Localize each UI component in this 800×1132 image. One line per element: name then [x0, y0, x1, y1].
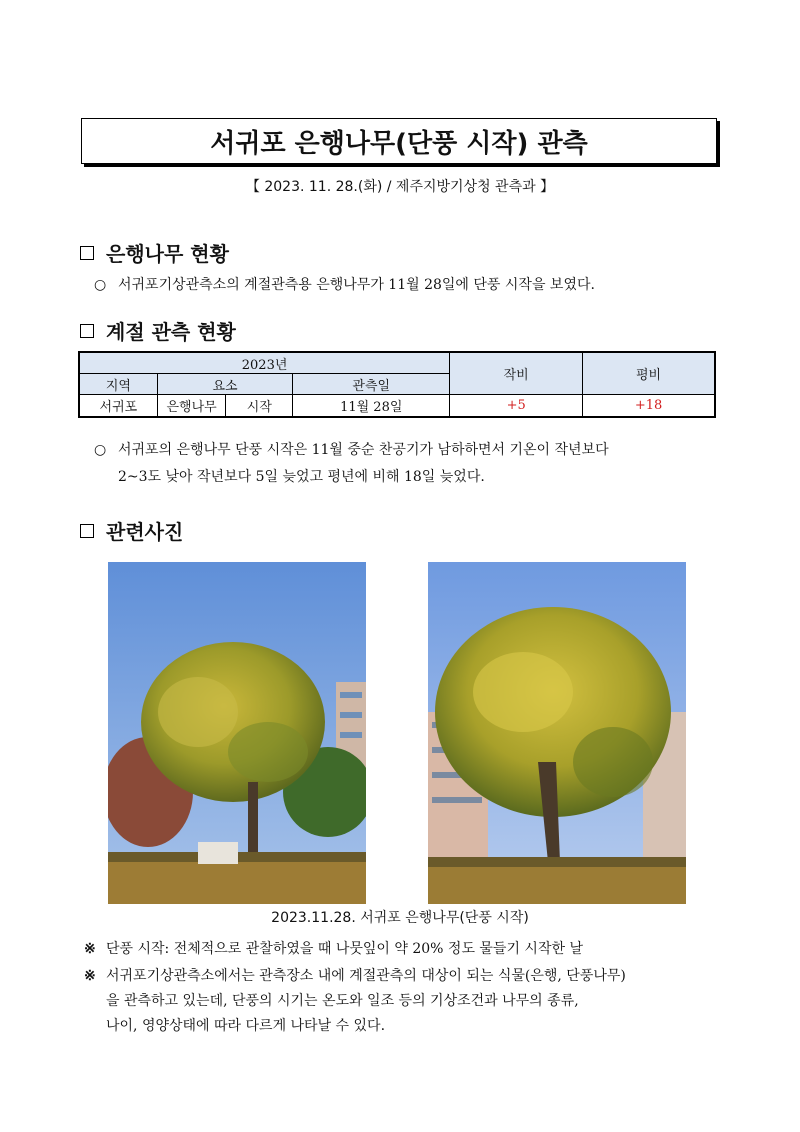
section-ginkgo-status-heading	[80, 238, 229, 267]
element-name-cell: 은행나무	[157, 395, 226, 418]
region-header: 지역	[79, 374, 157, 395]
date-department-line: 【 2023. 11. 28.(화) / 제주지방기상청 관측과 】	[245, 179, 555, 195]
section-heading-text: 계절 관측 현황	[106, 320, 236, 344]
reference-mark-icon: ※	[84, 941, 96, 957]
reference-mark-icon: ※	[84, 968, 96, 984]
note-text: 단풍 시작: 전체적으로 관찰하였을 때 나뭇잎이 약 20% 정도 물들기 시작한 날	[106, 941, 583, 957]
vs-last-year-cell: +5	[450, 395, 583, 418]
section-photos-heading	[80, 516, 183, 545]
title-text: 서귀포 은행나무(단풍 시작) 관측	[210, 128, 588, 159]
ginkgo-tree-image-right	[428, 562, 686, 904]
vs-last-year-header: 작비	[450, 352, 583, 395]
date-header: 관측일	[293, 374, 450, 395]
table-header-row	[79, 352, 715, 374]
year-header: 2023년	[79, 352, 450, 374]
section-heading-text: 관련사진	[106, 520, 184, 544]
vs-normal-header: 평비	[583, 352, 715, 395]
photo-caption: 2023.11.28. 서귀포 은행나무(단풍 시작)	[271, 910, 529, 926]
table-row	[79, 395, 715, 418]
note-autumn-start-definition	[84, 937, 724, 962]
circle-bullet-icon: ○	[94, 277, 107, 293]
date-cell: 11월 28일	[293, 395, 450, 418]
note-line-2: 을 관측하고 있는데, 단풍의 시기는 온도와 일조 등의 기상조건과 나무의 종류,	[106, 993, 579, 1009]
section-heading-text: 은행나무 현황	[106, 242, 229, 266]
element-header: 요소	[157, 374, 293, 395]
paragraph-line-2: 2~3도 낮아 작년보다 5일 늦었고 평년에 비해 18일 늦었다.	[118, 469, 485, 485]
element-stage-cell: 시작	[226, 395, 293, 418]
vs-normal-cell: +18	[583, 395, 715, 418]
checkbox-square-icon	[80, 524, 94, 538]
ginkgo-status-paragraph	[94, 272, 595, 299]
circle-bullet-icon: ○	[94, 442, 107, 458]
paragraph-line-1: 서귀포의 은행나무 단풍 시작은 11월 중순 찬공기가 남하하면서 기온이 작년보다	[118, 442, 609, 458]
ginkgo-photo-left	[108, 562, 366, 904]
observation-table	[78, 351, 716, 418]
paragraph-text: 서귀포기상관측소의 계절관측용 은행나무가 11월 28일에 단풍 시작을 보였다.	[118, 277, 595, 293]
note-line-3: 나이, 영양상태에 따라 다르게 나타날 수 있다.	[106, 1018, 386, 1034]
checkbox-square-icon	[80, 324, 94, 338]
document-title	[81, 118, 717, 164]
ginkgo-tree-image-left	[108, 562, 366, 904]
checkbox-square-icon	[80, 246, 94, 260]
note-line-1: 서귀포기상관측소에서는 관측장소 내에 계절관측의 대상이 되는 식물(은행, 단풍나무)	[106, 968, 626, 984]
region-cell: 서귀포	[79, 395, 157, 418]
observation-paragraph	[94, 437, 609, 491]
note-observation-conditions	[84, 964, 724, 1039]
ginkgo-photo-right	[428, 562, 686, 904]
section-observation-heading	[80, 316, 236, 345]
